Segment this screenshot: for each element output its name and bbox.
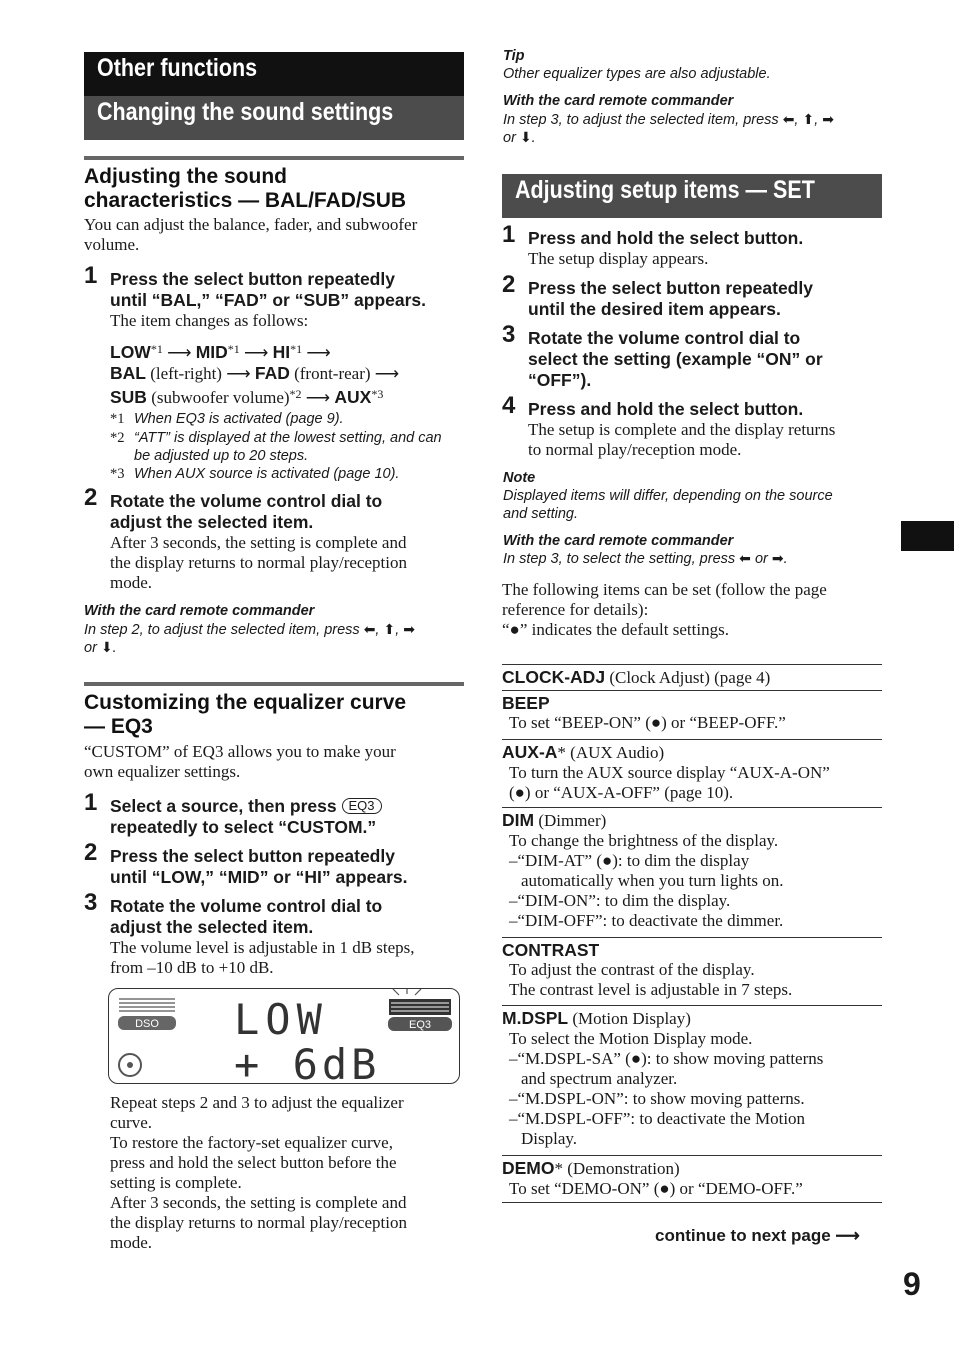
set-remote-text: In step 3, to select the setting, press ⬅ or ➡. (503, 551, 788, 567)
arrow-right-icon: ➡ (822, 112, 835, 128)
tip-title: Tip (503, 48, 525, 64)
lcd-line-2: + 6dB (234, 1040, 381, 1083)
arrow-right-icon: ➡ (771, 551, 784, 567)
arrow-left-icon: ⬅ (363, 622, 376, 638)
eq3-button-icon: EQ3 (342, 798, 382, 814)
item-beep: BEEP To set “BEEP-ON” (●) or “BEEP-OFF.” (502, 693, 786, 732)
set-title: Adjusting setup items — SET (515, 176, 815, 204)
set-remote-title: With the card remote commander (503, 533, 734, 549)
arrow-down-icon: ⬇ (519, 130, 532, 146)
item-clock-adj: CLOCK-ADJ (Clock Adjust) (page 4) (502, 667, 771, 687)
table-rule (502, 690, 882, 691)
arrow-left-icon: ⬅ (739, 551, 751, 567)
table-rule (502, 664, 882, 665)
chapter-title: Other functions (97, 54, 258, 82)
item-dim: DIM (Dimmer) To change the brightness of the display. –“DIM-AT” (●): to dim the display automatically when you turn lights on. –“DIM-ON”: to dim the display. –“DIM-OFF”: to deactivate the dimmer. (502, 810, 784, 930)
table-rule (502, 1202, 882, 1203)
table-rule (502, 739, 882, 740)
item-contrast: CONTRAST To adjust the contrast of the display. The contrast level is adjustable in 7 steps. (502, 940, 793, 999)
tip-text: Other equalizer types are also adjustable. (503, 66, 771, 82)
table-rule (502, 937, 882, 938)
eq3-heading: Customizing the equalizer curve — EQ3 (84, 691, 407, 738)
table-rule (502, 807, 882, 808)
dso-badge-label: DSO (135, 1018, 159, 1030)
eq3-intro: “CUSTOM” of EQ3 allows you to make your own equalizer settings. (84, 742, 396, 781)
bal-sequence: LOW$^{*1}$ ⟶ MID$^{*1}$ ⟶ HI$^{*1}$ ⟶ BAL (left-right) ⟶ FAD (front-rear) ⟶ SUB (subwoofer volume)$^{*2}$ ⟶ AUX$^{*3}$ (110, 342, 400, 407)
tip-remote-text: In step 3, to adjust the selected item, press ⬅, ⬆, ➡ or ⬇. (503, 112, 835, 146)
tip-remote-title: With the card remote commander (503, 93, 734, 109)
eq3-badge-label: EQ3 (408, 1019, 432, 1031)
side-tab-marker (901, 521, 954, 551)
bal-intro: You can adjust the balance, fader, and subwoofer volume. (84, 215, 418, 254)
section-rule (84, 682, 464, 686)
arrow-up-icon: ⬆ (802, 112, 815, 128)
section-title: Changing the sound settings (97, 98, 394, 126)
chapter-title-bar (84, 52, 464, 96)
bal-heading: Adjusting the sound characteristics — BAL/FAD/SUB (84, 165, 407, 212)
set-title-bar (502, 174, 882, 218)
arrow-left-icon: ⬅ (782, 112, 795, 128)
continue-next-page: continue to next page ⟶ (655, 1226, 860, 1245)
table-rule (502, 1005, 882, 1006)
eq3-after-text: Repeat steps 2 and 3 to adjust the equalizer curve. To restore the factory-set equalizer curve, press and hold the select button before the setting is complete. After 3 seconds, the setting is complete and the display returns to normal play/reception mode. (110, 1093, 407, 1252)
note-title: Note (503, 470, 536, 486)
set-follow-text: The following items can be set (follow the page reference for details): “●” indicates the default settings. (502, 580, 827, 639)
arrow-right-icon: ➡ (403, 622, 416, 638)
lcd-line-1: LOW (234, 995, 328, 1044)
item-mdspl: M.DSPL (Motion Display) To select the Motion Display mode. –“M.DSPL-SA” (●): to show moving patterns and spectrum analyzer. –“M.DSPL-ON”: to show moving patterns. –“M.DSPL-OFF”: to deactivate the Motion Display. (502, 1008, 824, 1148)
section-title-bar (84, 96, 464, 140)
arrow-up-icon: ⬆ (383, 622, 396, 638)
table-rule (502, 1155, 882, 1156)
page-number: 9 (903, 1266, 921, 1302)
bal-remote-title: With the card remote commander (84, 603, 315, 619)
item-demo: DEMO* (Demonstration) To set “DEMO-ON” (●) or “DEMO-OFF.” (502, 1158, 803, 1198)
arrow-down-icon: ⬇ (100, 640, 113, 656)
section-rule (84, 156, 464, 160)
lcd-display (108, 988, 460, 1084)
bal-remote-text: In step 2, to adjust the selected item, press ⬅, ⬆, ➡ or ⬇. (84, 622, 416, 656)
note-text: Displayed items will differ, depending on the source and setting. (503, 488, 833, 522)
item-aux-a: AUX-A* (AUX Audio) To turn the AUX source display “AUX-A-ON” (●) or “AUX-A-OFF” (page 10). (502, 742, 830, 802)
lcd-graphic (109, 989, 459, 1083)
